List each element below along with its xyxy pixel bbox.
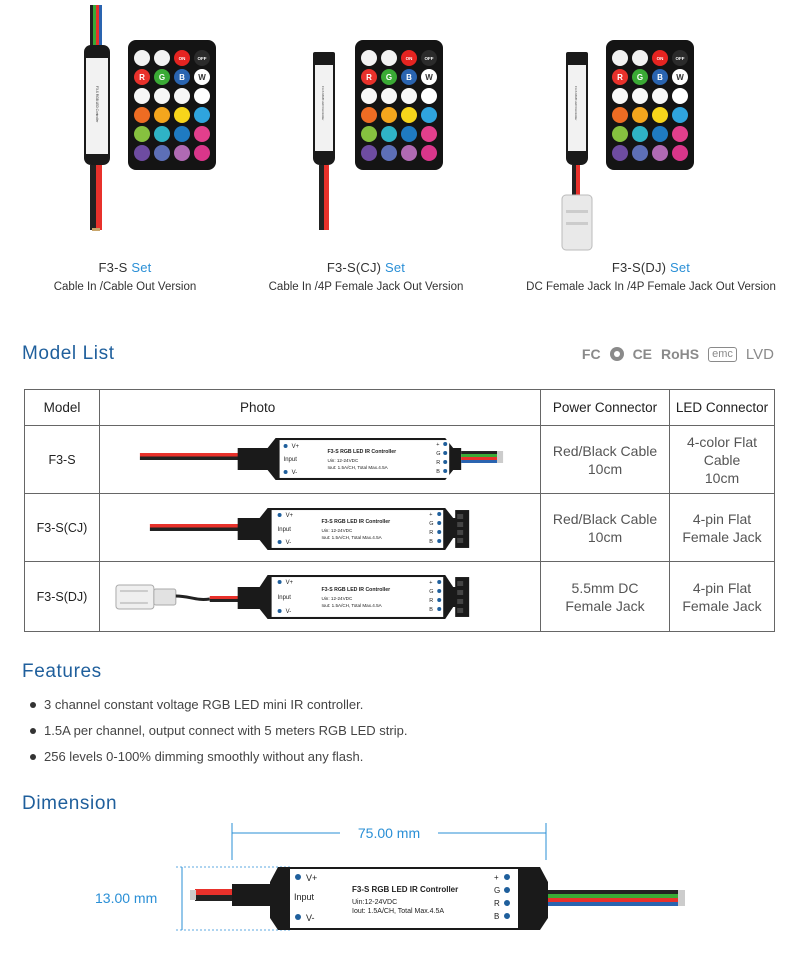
product-subtitle: Cable In /4P Female Jack Out Version — [268, 281, 464, 293]
table-header-row — [25, 390, 774, 426]
product-subtitle: DC Female Jack In /4P Female Jack Out Version — [526, 281, 776, 293]
fc-mark-icon: FC — [581, 346, 601, 362]
remote-button — [194, 107, 210, 123]
emc-mark: emc — [708, 347, 737, 362]
remote-button — [154, 50, 170, 66]
remote-button — [612, 107, 628, 123]
remote-button — [632, 88, 648, 104]
svg-text:Iout: 1.5A/CH, Total Max.4.5A: Iout: 1.5A/CH, Total Max.4.5A — [352, 908, 445, 915]
svg-text:Uin: 12-24VDC: Uin: 12-24VDC — [321, 595, 353, 601]
led-connector-cell: 4-pin Flat Female Jack — [682, 510, 762, 545]
svg-text:Uin: 12-24VDC: Uin: 12-24VDC — [321, 527, 353, 533]
product-title: F3-S(DJ) Set — [611, 260, 691, 275]
power-connector-cell: Red/Black Cable 10cm — [541, 494, 670, 561]
remote-button — [134, 88, 150, 104]
controller-photo-f3-s-dj — [100, 563, 540, 630]
model-name: F3-S(CJ) — [25, 494, 100, 561]
svg-text:F3-S RGB LED IR Controller: F3-S RGB LED IR Controller — [327, 449, 397, 456]
remote-button-label: OFF — [675, 56, 685, 61]
ul-mark-icon — [610, 347, 624, 361]
product-image-f3-s-cj — [241, 0, 491, 255]
svg-text:Uin: 12-24VDC: Uin: 12-24VDC — [327, 457, 359, 463]
power-connector-cell: Red/Black Cable 10cm — [541, 426, 670, 493]
remote-button-label: ON — [656, 56, 664, 61]
remote-button — [361, 145, 377, 161]
svg-text:B: B — [436, 468, 440, 475]
remote-button — [421, 126, 437, 142]
remote-button — [134, 145, 150, 161]
ir-remote — [606, 40, 694, 170]
svg-text:F3-S RGB LED Controller: F3-S RGB LED Controller — [321, 86, 325, 121]
svg-text:G: G — [494, 886, 501, 895]
model-photo — [100, 426, 541, 493]
list-item: 1.5A per channel, output connect with 5 meters RGB LED strip. — [28, 723, 407, 749]
led-connector-cell: 4-color Flat Cable 10cm — [686, 433, 758, 486]
remote-button-label: B — [657, 73, 663, 82]
svg-text:R: R — [429, 529, 434, 536]
model-name: F3-S — [25, 426, 100, 493]
controller-photo-f3-s — [100, 426, 540, 493]
remote-button-label: B — [406, 73, 412, 82]
lvd-mark: LVD — [745, 345, 774, 363]
remote-button-label: ON — [405, 56, 413, 61]
table-row — [25, 562, 774, 631]
remote-button — [361, 126, 377, 142]
remote-button — [672, 88, 688, 104]
controller-photo-f3-s-cj — [100, 494, 540, 561]
remote-button — [134, 50, 150, 66]
remote-button-label: W — [676, 73, 684, 82]
svg-text:F3-S RGB LED Controller: F3-S RGB LED Controller — [574, 86, 578, 121]
remote-button-label: R — [139, 73, 145, 82]
svg-text:Input: Input — [277, 594, 291, 601]
remote-button — [174, 145, 190, 161]
height-label: 13.00 mm — [95, 890, 158, 906]
svg-text:Input: Input — [294, 892, 315, 902]
svg-text:+: + — [494, 873, 499, 882]
remote-button — [174, 126, 190, 142]
svg-text:F3-S RGB LED Controller: F3-S RGB LED Controller — [95, 86, 99, 123]
remote-button — [612, 88, 628, 104]
remote-button — [154, 107, 170, 123]
svg-text:V-: V- — [291, 469, 298, 476]
dimension-diagram — [0, 820, 800, 965]
ce-mark-icon: CE — [632, 346, 653, 362]
product-set-f3-s-dj — [526, 0, 776, 300]
svg-text:V+: V+ — [285, 580, 294, 587]
remote-button — [401, 126, 417, 142]
remote-button — [652, 126, 668, 142]
svg-text:F3-S RGB LED IR Controller: F3-S RGB LED IR Controller — [352, 885, 459, 894]
table-row — [25, 426, 774, 494]
remote-button — [381, 126, 397, 142]
remote-button-label: B — [179, 73, 185, 82]
remote-button — [652, 145, 668, 161]
led-connector-cell: 4-pin Flat Female Jack — [682, 579, 762, 614]
svg-text:F3-S RGB LED IR Controller: F3-S RGB LED IR Controller — [321, 587, 391, 594]
remote-button-label: G — [385, 73, 393, 82]
ir-remote — [355, 40, 443, 170]
remote-button — [134, 126, 150, 142]
product-image-f3-s — [0, 0, 250, 255]
remote-button — [381, 88, 397, 104]
svg-text:R: R — [436, 459, 441, 466]
svg-text:V-: V- — [285, 539, 292, 546]
product-image-f3-s-dj — [526, 0, 776, 255]
svg-text:V-: V- — [306, 913, 315, 923]
remote-button — [361, 50, 377, 66]
remote-button — [134, 107, 150, 123]
svg-text:B: B — [494, 912, 500, 921]
dimension-heading: Dimension — [22, 793, 118, 814]
svg-text:F3-S RGB LED IR Controller: F3-S RGB LED IR Controller — [321, 519, 391, 526]
header-led-connector: LED Connector — [675, 400, 769, 415]
svg-text:R: R — [494, 899, 500, 908]
svg-text:+: + — [429, 512, 433, 519]
svg-text:Iout: 1.5A/CH, Total Max.4.5A: Iout: 1.5A/CH, Total Max.4.5A — [327, 464, 388, 470]
model-list-heading: Model List — [22, 343, 115, 364]
svg-text:Input: Input — [277, 526, 291, 533]
remote-button-label: OFF — [197, 56, 207, 61]
rohs-mark: RoHS — [661, 346, 700, 362]
remote-button — [672, 145, 688, 161]
remote-button — [652, 107, 668, 123]
remote-button — [194, 126, 210, 142]
svg-text:Iout: 1.5A/CH, Total Max.4.5A: Iout: 1.5A/CH, Total Max.4.5A — [321, 534, 382, 540]
remote-button — [381, 107, 397, 123]
remote-button — [174, 88, 190, 104]
svg-text:Uin:12-24VDC: Uin:12-24VDC — [352, 899, 398, 906]
remote-button — [401, 107, 417, 123]
svg-text:B: B — [429, 606, 433, 613]
list-item: 256 levels 0-100% dimming smoothly without any flash. — [28, 749, 407, 775]
power-connector-cell: 5.5mm DC Female Jack — [541, 562, 670, 631]
remote-button — [612, 145, 628, 161]
svg-text:Input: Input — [283, 456, 297, 463]
svg-text:Iout: 1.5A/CH, Total Max.4.5A: Iout: 1.5A/CH, Total Max.4.5A — [321, 602, 382, 608]
product-set-f3-s-cj — [241, 0, 491, 300]
svg-text:+: + — [436, 442, 440, 449]
product-set-f3-s — [0, 0, 250, 300]
remote-button — [632, 126, 648, 142]
features-heading: Features — [22, 661, 102, 682]
ir-remote — [128, 40, 216, 170]
remote-button — [421, 88, 437, 104]
remote-button — [421, 145, 437, 161]
svg-text:V+: V+ — [306, 873, 318, 883]
remote-button — [612, 126, 628, 142]
length-label: 75.00 mm — [357, 825, 421, 841]
remote-button — [154, 88, 170, 104]
remote-button-label: OFF — [424, 56, 434, 61]
svg-text:B: B — [429, 538, 433, 545]
svg-text:R: R — [429, 597, 434, 604]
remote-button-label: G — [636, 73, 644, 82]
svg-text:G: G — [429, 589, 434, 596]
header-photo: Photo — [100, 390, 541, 425]
remote-button — [194, 88, 210, 104]
product-title: F3-S(CJ) Set — [326, 260, 406, 275]
remote-button — [154, 145, 170, 161]
remote-button-label: ON — [178, 56, 186, 61]
feature-list — [28, 697, 407, 775]
remote-button — [632, 107, 648, 123]
svg-text:+: + — [429, 580, 433, 587]
remote-button — [361, 88, 377, 104]
table-row — [25, 494, 774, 562]
remote-button — [381, 145, 397, 161]
remote-button — [421, 107, 437, 123]
remote-button — [401, 145, 417, 161]
model-photo — [100, 494, 541, 561]
remote-button-label: W — [198, 73, 206, 82]
model-photo — [100, 562, 541, 631]
header-model: Model — [25, 390, 100, 425]
remote-button — [672, 107, 688, 123]
remote-button — [632, 145, 648, 161]
svg-text:V+: V+ — [285, 513, 294, 520]
remote-button — [401, 88, 417, 104]
model-table — [24, 389, 775, 632]
svg-text:V-: V- — [285, 608, 292, 615]
remote-button — [381, 50, 397, 66]
svg-text:V+: V+ — [291, 444, 300, 451]
list-item: 3 channel constant voltage RGB LED mini IR controller. — [28, 697, 407, 723]
remote-button — [612, 50, 628, 66]
remote-button — [154, 126, 170, 142]
remote-button — [361, 107, 377, 123]
product-title: F3-S Set — [98, 260, 152, 275]
certification-marks — [582, 344, 774, 364]
svg-text:G: G — [436, 451, 441, 458]
remote-button — [652, 88, 668, 104]
remote-button — [174, 107, 190, 123]
remote-button-label: R — [617, 73, 623, 82]
product-subtitle: Cable In /Cable Out Version — [53, 281, 197, 293]
remote-button-label: W — [425, 73, 433, 82]
remote-button — [632, 50, 648, 66]
remote-button — [194, 145, 210, 161]
remote-button-label: G — [158, 73, 166, 82]
header-power-connector: Power Connector — [541, 390, 670, 425]
model-name: F3-S(DJ) — [25, 562, 100, 631]
remote-button — [672, 126, 688, 142]
svg-text:G: G — [429, 521, 434, 528]
remote-button-label: R — [366, 73, 372, 82]
